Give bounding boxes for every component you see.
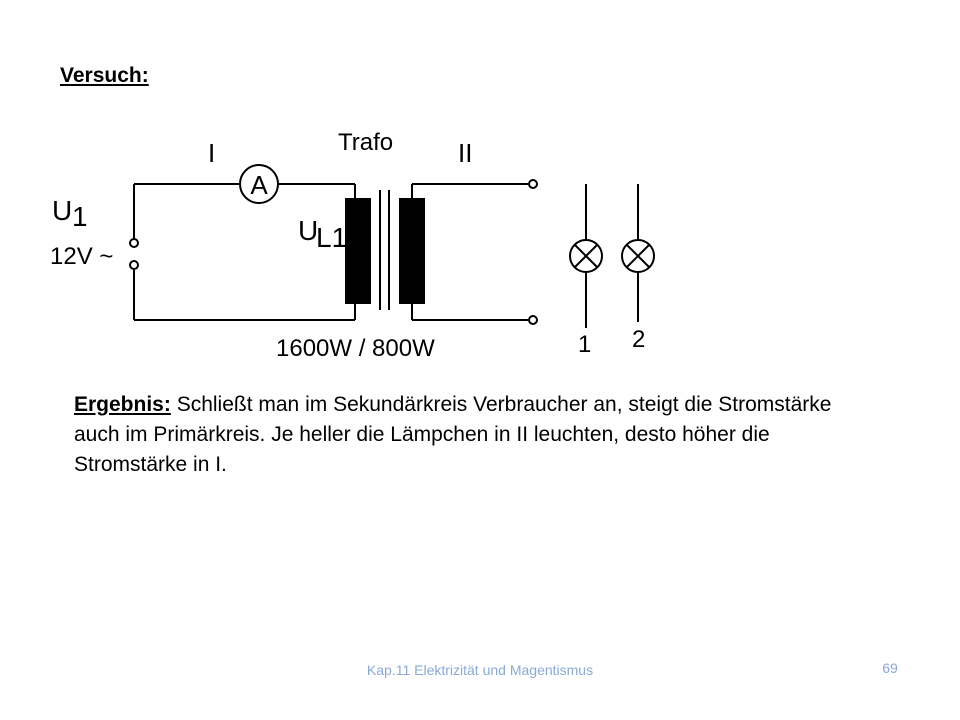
slide-title: Versuch: — [60, 64, 149, 87]
source-voltage-subscript: 1 — [72, 201, 88, 232]
lamp-2-icon — [622, 184, 654, 322]
secondary-circuit-wires — [412, 184, 528, 320]
secondary-terminal-bottom — [529, 316, 537, 324]
lamp-1-label: 1 — [578, 331, 592, 358]
power-ratio: 1600W / 800W — [276, 335, 435, 362]
primary-coil — [345, 198, 371, 304]
coil-voltage-subscript: L1 — [316, 222, 348, 253]
transformer-label: Trafo — [338, 129, 394, 156]
transformer-core — [380, 190, 389, 310]
primary-label: I — [208, 138, 216, 168]
coil-voltage-symbol: U — [298, 215, 319, 246]
page-number: 69 — [882, 660, 898, 676]
ammeter-label: A — [250, 170, 268, 200]
result-label: Ergebnis: — [74, 393, 171, 416]
source-voltage-value: 12V ~ — [50, 243, 114, 270]
lamp-2-label: 2 — [632, 326, 646, 353]
source-terminal-bottom — [130, 261, 138, 269]
result-paragraph — [74, 390, 874, 480]
secondary-coil — [399, 198, 425, 304]
secondary-terminal-top — [529, 180, 537, 188]
footer-title: Kap.11 Elektrizität und Magentismus — [366, 662, 594, 678]
source-voltage-symbol: U — [52, 195, 73, 226]
source-terminal-top — [130, 239, 138, 247]
lamp-1-icon — [570, 184, 602, 328]
secondary-label: II — [458, 138, 473, 168]
result-text: Schließt man im Sekundärkreis Verbraucher an, steigt die Stromstärke auch im Primärkreis. Je heller die Lämpchen in II leuchten, desto höher die Stromstärke in I. — [74, 393, 832, 476]
